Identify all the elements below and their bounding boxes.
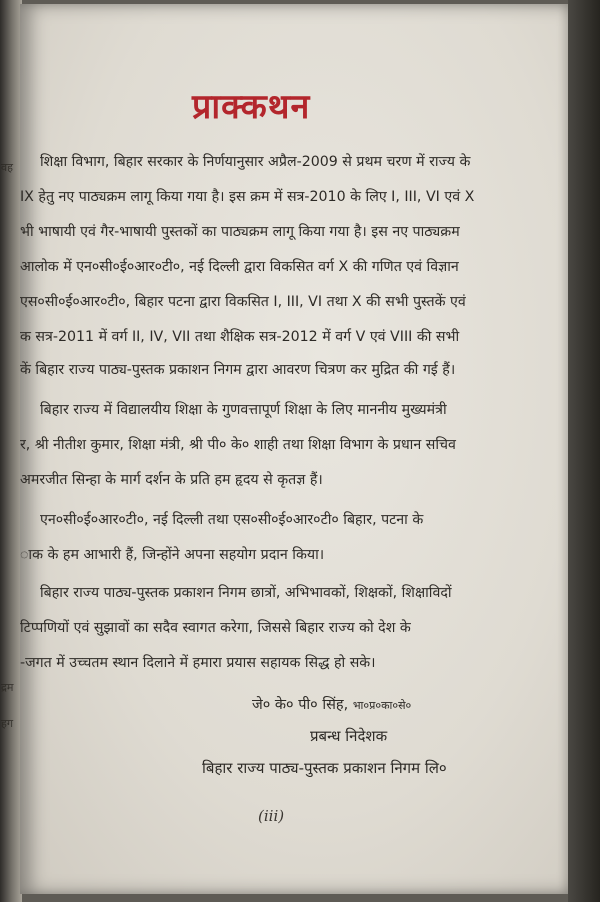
text-line: -जगत में उच्चतम स्थान दिलाने में हमारा प्रयास सहायक सिद्ध हो सके।	[20, 655, 376, 671]
text-line: टिप्पणियों एवं सुझावों का सदैव स्वागत करेगा, जिससे बिहार राज्य को देश के	[20, 620, 411, 636]
text-line: IX हेतु नए पाठ्यक्रम लागू किया गया है। इस क्रम में सत्र-2010 के लिए I, III, VI एवं X	[20, 189, 475, 205]
text-line: आलोक में एन०सी०ई०आर०टी०, नई दिल्ली द्वारा विकसित वर्ग X की गणित एवं विज्ञान	[20, 259, 459, 275]
page-number: (iii)	[258, 807, 285, 825]
page-title: प्राक्कथन	[192, 87, 311, 127]
signatory-name: जे० के० पी० सिंह, भा०प्र०का०से०	[252, 697, 412, 713]
margin-fragment: हग	[1, 717, 14, 730]
signatory-designation: प्रबन्ध निदेशक	[310, 727, 388, 745]
document-page	[20, 4, 568, 894]
text-line: बिहार राज्य पाठ्य-पुस्तक प्रकाशन निगम छात्रों, अभिभावकों, शिक्षकों, शिक्षाविदों	[40, 585, 452, 601]
text-line: र, श्री नीतीश कुमार, शिक्षा मंत्री, श्री पी० के० शाही तथा शिक्षा विभाग के प्रधान सचिव	[20, 437, 456, 453]
text-line: बिहार राज्य में विद्यालयीय शिक्षा के गुणवत्तापूर्ण शिक्षा के लिए माननीय मुख्यमंत्री	[40, 402, 447, 418]
text-line: भी भाषायी एवं गैर-भाषायी पुस्तकों का पाठ्यक्रम लागू किया गया है। इस नए पाठ्यक्रम	[20, 224, 460, 240]
text-line: अमरजीत सिन्हा के मार्ग दर्शन के प्रति हम हृदय से कृतज्ञ हैं।	[20, 472, 323, 488]
text-line: क सत्र-2011 में वर्ग II, IV, VII तथा शैक्षिक सत्र-2012 में वर्ग V एवं VIII की सभी	[20, 329, 460, 345]
text-line: एन०सी०ई०आर०टी०, नई दिल्ली तथा एस०सी०ई०आर०टी० बिहार, पटना के	[40, 512, 424, 528]
margin-fragment: वह	[1, 161, 13, 174]
signatory-organization: बिहार राज्य पाठ्य-पुस्तक प्रकाशन निगम लि०	[202, 759, 447, 777]
text-line: ाक के हम आभारी हैं, जिन्होंने अपना सहयोग प्रदान किया।	[20, 547, 325, 563]
signatory-service: भा०प्र०का०से०	[352, 699, 412, 712]
text-line: कें बिहार राज्य पाठ्य-पुस्तक प्रकाशन निगम द्वारा आवरण चित्रण कर मुद्रित की गई हैं।	[20, 362, 456, 378]
left-margin-fragments	[0, 0, 22, 902]
text-line: एस०सी०ई०आर०टी०, बिहार पटना द्वारा विकसित I, III, VI तथा X की सभी पुस्तकें एवं	[20, 294, 466, 310]
text-line: शिक्षा विभाग, बिहार सरकार के निर्णयानुसार अप्रैल-2009 से प्रथम चरण में राज्य के	[40, 154, 471, 170]
margin-fragment: द्रम	[1, 681, 14, 694]
right-shadow	[568, 0, 600, 902]
